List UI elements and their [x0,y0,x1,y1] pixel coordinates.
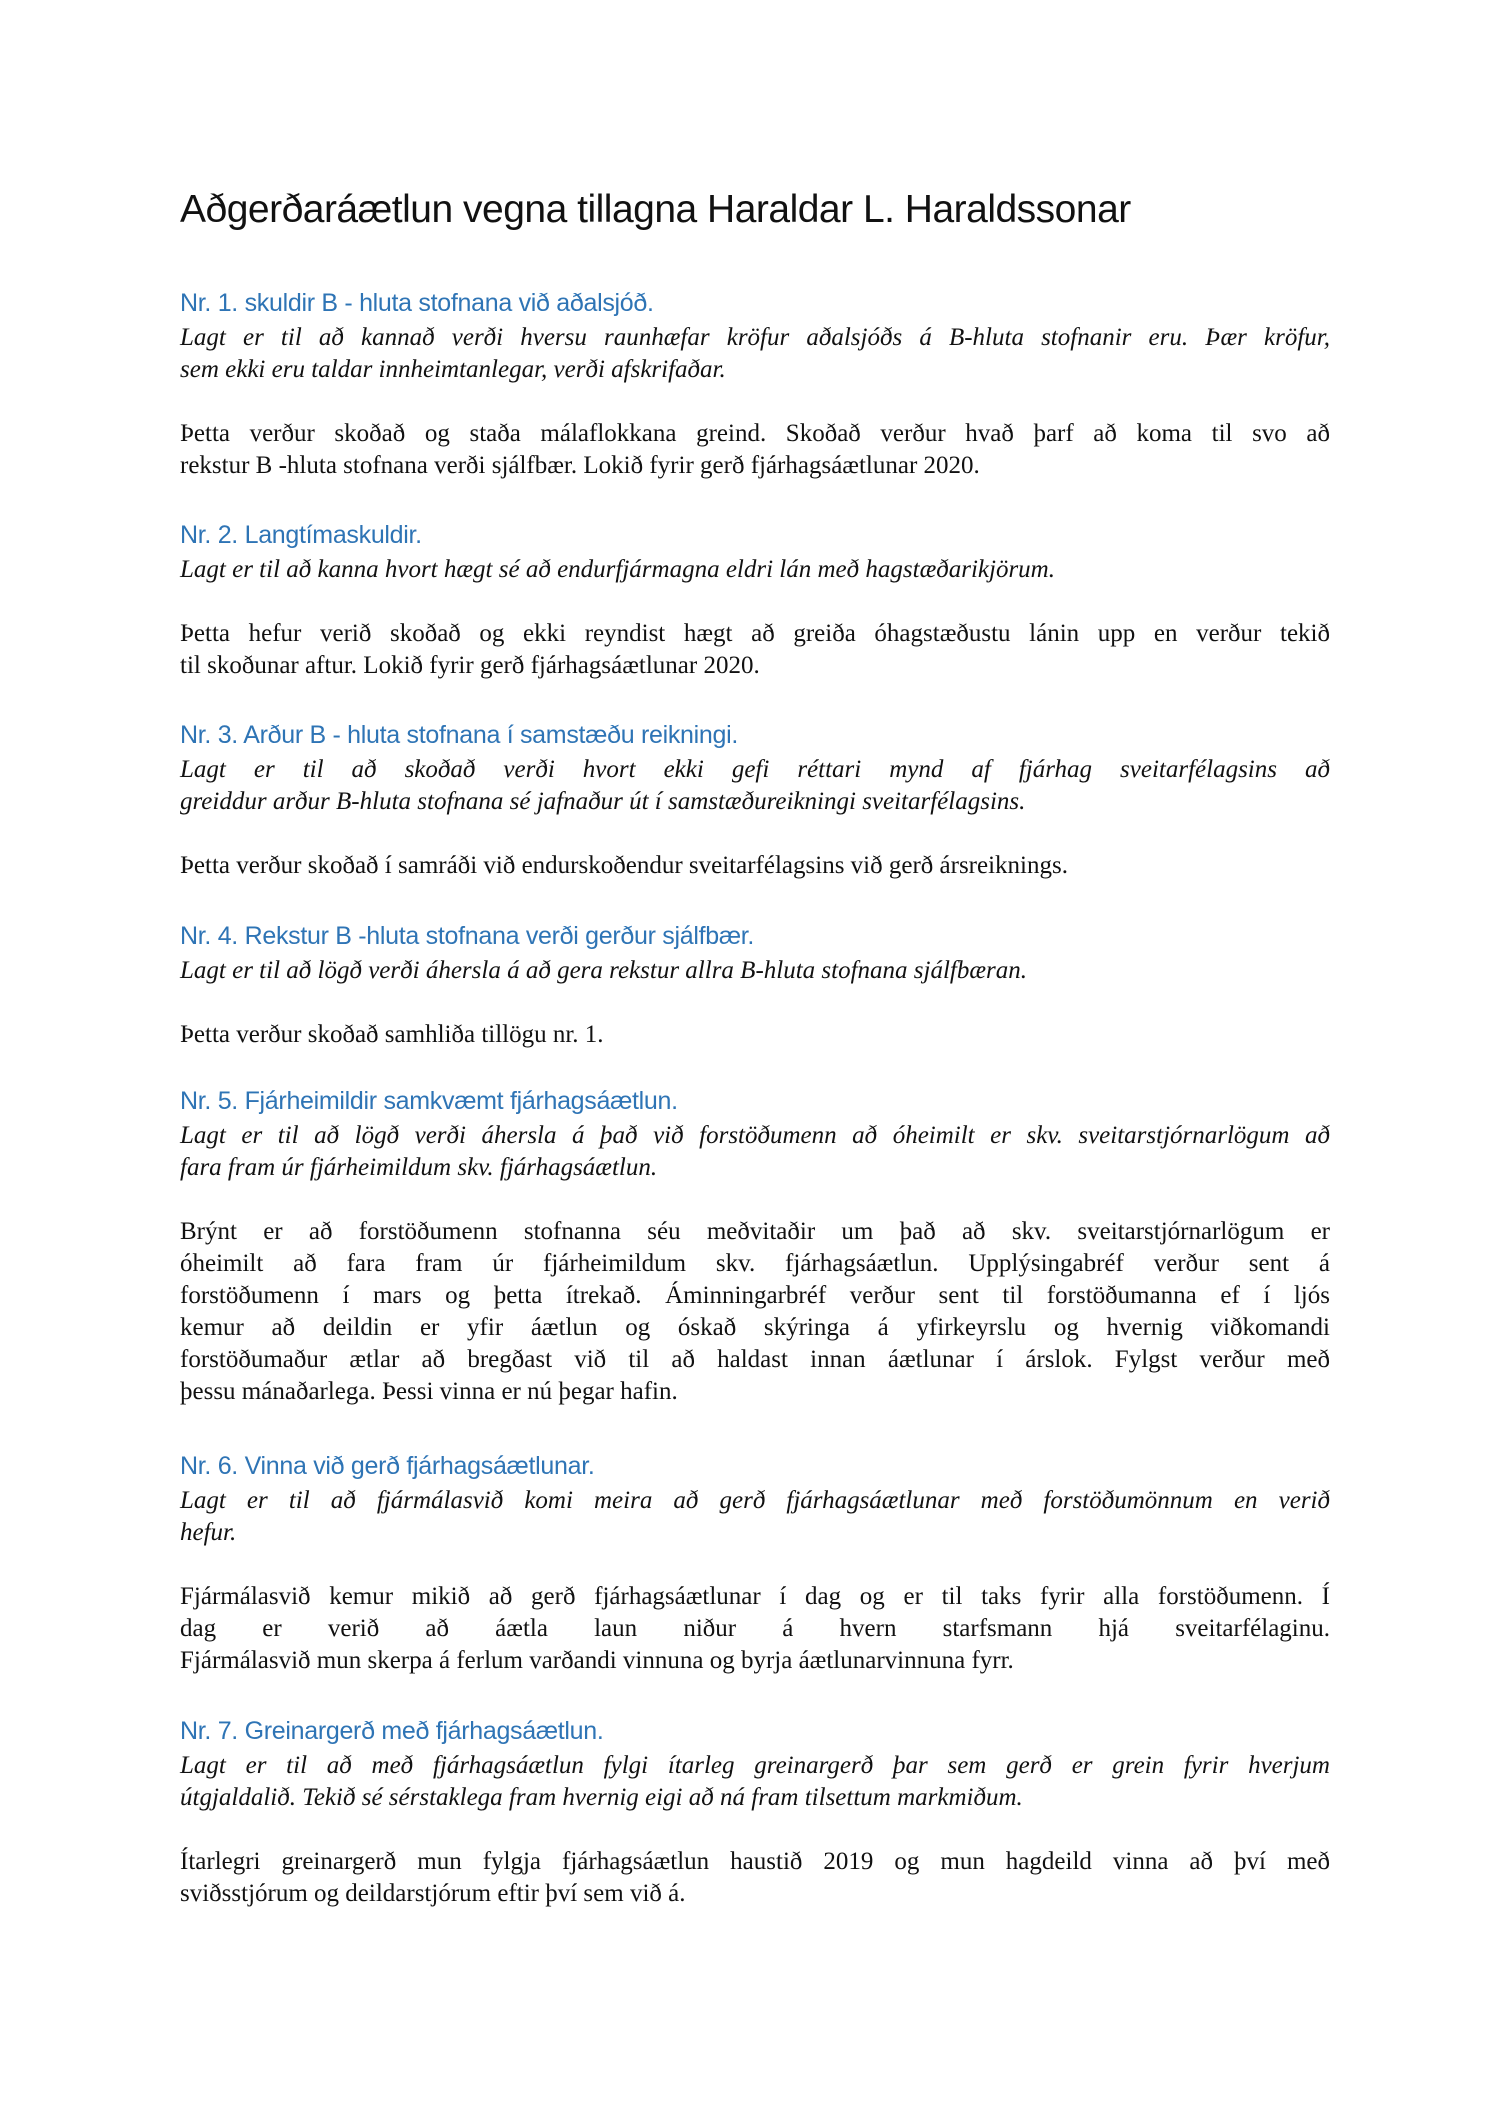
text-line: Fjármálasvið mun skerpa á ferlum varðandi vinnuna og byrja áætlunarvinnuna fyrr. [180,1647,1014,1674]
text-line: Lagt er til að kannað verði hversu raunhæfar kröfur aðalsjóðs á B-hluta stofnanir eru. Þær kröfur, [180,324,1330,351]
spacer [180,1549,1330,1581]
document-title: Aðgerðaráætlun vegna tillagna Haraldar L. Haraldssonar [180,188,1131,231]
text-line: Þetta hefur verið skoðað og ekki reyndist hægt að greiða óhagstæðustu lánin upp en verður tekið [180,620,1330,647]
text-line: dag er verið að áætla laun niður á hvern starfsmann hjá sveitarfélaginu. [180,1615,1330,1642]
text-line: Ítarlegri greinargerð mun fylgja fjárhagsáætlun haustið 2019 og mun hagdeild vinna að því með [180,1848,1330,1875]
proposal-text [180,1120,1330,1184]
text-line: kemur að deildin er yfir áætlun og óskað skýringa á yfirkeyrslu og hvernig viðkomandi [180,1314,1330,1341]
section-4 [180,917,1330,1051]
text-line: Þetta verður skoðað í samráði við endurskoðendur sveitarfélagsins við gerð ársreiknings. [180,852,1068,879]
text-line: Þetta verður skoðað og staða málaflokkana greind. Skoðað verður hvað þarf að koma til svo að [180,420,1330,447]
text-line: hefur. [180,1519,237,1546]
text-line: Lagt er til að lögð verði áhersla á að gera rekstur allra B-hluta stofnana sjálfbæran. [180,957,1027,984]
response-text [180,618,1330,682]
text-line: greiddur arður B-hluta stofnana sé jafnaður út í samstæðureikningi sveitarfélagsins. [180,788,1026,815]
text-line: til skoðunar aftur. Lokið fyrir gerð fjárhagsáætlunar 2020. [180,652,760,679]
section-1 [180,284,1330,482]
text-line: Þetta verður skoðað samhliða tillögu nr. 1. [180,1021,604,1048]
proposal-text [180,955,1330,987]
text-line: Fjármálasvið kemur mikið að gerð fjárhagsáætlunar í dag og er til taks fyrir alla forstöðumenn. Í [180,1583,1330,1610]
section-7 [180,1712,1330,1910]
text-line: forstöðumenn í mars og þetta ítrekað. Áminningarbréf verður sent til forstöðumanna ef í ljós [180,1282,1330,1309]
text-line: útgjaldalið. Tekið sé sérstaklega fram hvernig eigi að ná fram tilsettum markmiðum. [180,1784,1023,1811]
section-5 [180,1082,1330,1408]
section-heading: Nr. 3. Arður B - hluta stofnana í samstæðu reikningi. [180,721,738,749]
section-heading: Nr. 7. Greinargerð með fjárhagsáætlun. [180,1717,604,1745]
response-text [180,418,1330,482]
text-line: óheimilt að fara fram úr fjárheimildum skv. fjárhagsáætlun. Upplýsingabréf verður sent á [180,1250,1330,1277]
text-line: sviðsstjórum og deildarstjórum eftir því sem við á. [180,1880,686,1907]
text-line: sem ekki eru taldar innheimtanlegar, verði afskrifaðar. [180,356,726,383]
section-2 [180,516,1330,682]
spacer [180,1184,1330,1216]
proposal-text [180,1485,1330,1549]
spacer [180,386,1330,418]
spacer [180,987,1330,1019]
response-text [180,1019,1330,1051]
response-text [180,1216,1330,1408]
text-line: Lagt er til að lögð verði áhersla á það við forstöðumenn að óheimilt er skv. sveitarstjórnarlögum að [180,1122,1330,1149]
proposal-text [180,322,1330,386]
text-line: forstöðumaður ætlar að bregðast við til að haldast innan áætlunar í árslok. Fylgst verður með [180,1346,1330,1373]
proposal-text [180,754,1330,818]
spacer [180,818,1330,850]
text-line: rekstur B -hluta stofnana verði sjálfbær. Lokið fyrir gerð fjárhagsáætlunar 2020. [180,452,980,479]
section-6 [180,1447,1330,1677]
section-3 [180,716,1330,882]
text-line: Brýnt er að forstöðumenn stofnanna séu meðvitaðir um það að skv. sveitarstjórnarlögum er [180,1218,1330,1245]
spacer [180,586,1330,618]
section-heading: Nr. 2. Langtímaskuldir. [180,521,422,549]
section-heading: Nr. 4. Rekstur B -hluta stofnana verði gerður sjálfbær. [180,922,755,950]
section-heading: Nr. 6. Vinna við gerð fjárhagsáætlunar. [180,1452,595,1480]
text-line: Lagt er til að skoðað verði hvort ekki gefi réttari mynd af fjárhag sveitarfélagsins að [180,756,1330,783]
text-line: fara fram úr fjárheimildum skv. fjárhagsáætlun. [180,1154,658,1181]
section-heading: Nr. 1. skuldir B - hluta stofnana við aðalsjóð. [180,289,654,317]
text-line: Lagt er til að fjármálasvið komi meira að gerð fjárhagsáætlunar með forstöðumönnum en verið [180,1487,1330,1514]
text-line: Lagt er til að með fjárhagsáætlun fylgi ítarleg greinargerð þar sem gerð er grein fyrir hverjum [180,1752,1330,1779]
proposal-text [180,1750,1330,1814]
response-text [180,850,1330,882]
response-text [180,1581,1330,1677]
text-line: Lagt er til að kanna hvort hægt sé að endurfjármagna eldri lán með hagstæðarikjörum. [180,556,1055,583]
spacer [180,1814,1330,1846]
response-text [180,1846,1330,1910]
section-heading: Nr. 5. Fjárheimildir samkvæmt fjárhagsáætlun. [180,1087,678,1115]
proposal-text [180,554,1330,586]
text-line: þessu mánaðarlega. Þessi vinna er nú þegar hafin. [180,1378,678,1405]
